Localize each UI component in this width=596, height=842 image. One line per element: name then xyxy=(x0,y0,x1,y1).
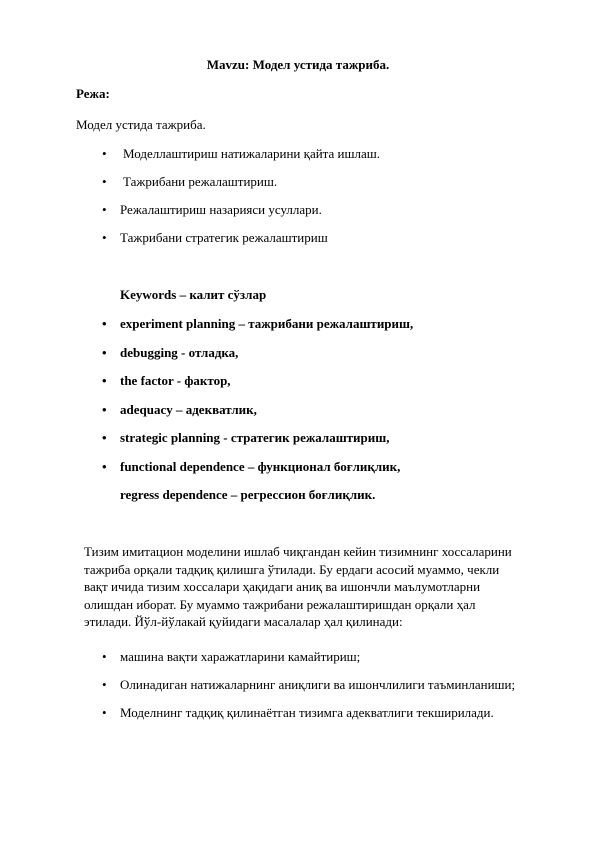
keyword-item: functional dependence – функционал боғлиқлик, xyxy=(120,459,401,474)
bullet-icon: • xyxy=(102,316,107,331)
keyword-item: the factor - фактор, xyxy=(120,373,231,388)
keyword-item: adequacy – адекватлик, xyxy=(120,402,257,417)
bullet-icon: • xyxy=(102,705,107,720)
bullet-icon: • xyxy=(102,230,107,245)
task-item: машина вақти харажатларини камайтириш; xyxy=(120,649,361,664)
task-item: Олинадиган натижаларнинг аниқлиги ва ишончлилиги таъминланиши; xyxy=(120,677,516,692)
bullet-icon: • xyxy=(102,402,107,417)
topic-line: Модел устида тажриба. xyxy=(76,117,206,132)
plan-item: Тажрибани стратегик режалаштириш xyxy=(120,230,328,245)
bullet-icon: • xyxy=(102,677,107,692)
keyword-item: experiment planning – тажрибани режалаштириш, xyxy=(120,316,414,331)
keyword-item: debugging - отладка, xyxy=(120,345,239,360)
bullet-icon: • xyxy=(102,146,107,161)
paragraph-line: тажриба орқали тадқиқ қилишга ўтилади. Бу ердаги асосий муаммо, чекли xyxy=(84,561,500,577)
keyword-item-last: regress dependence – регрессион боғлиқлик. xyxy=(120,487,376,502)
body-paragraph xyxy=(84,543,564,631)
task-item: Моделнинг тадқиқ қилинаётган тизимга адекватлиги текширилади. xyxy=(120,705,494,720)
plan-item: Тажрибани режалаштириш. xyxy=(123,174,278,189)
paragraph-line: этилади. Йўл-йўлакай қуйидаги масалалар ҳал қилинади: xyxy=(84,614,403,629)
bullet-icon: • xyxy=(102,649,107,664)
bullet-icon: • xyxy=(102,174,107,189)
paragraph-line: олишдан иборат. Бу муаммо тажрибани режалаштиришдан орқали ҳал xyxy=(84,596,476,612)
paragraph-line: вақт ичида тизим хоссалари ҳақидаги аниқ ва ишончли маълумотларни xyxy=(84,579,481,594)
keyword-item: strategic planning - стратегик режалаштириш, xyxy=(120,430,390,445)
bullet-icon: • xyxy=(102,202,107,217)
page-title: Mavzu: Модел устида тажриба. xyxy=(206,57,390,72)
bullet-icon: • xyxy=(102,345,107,360)
plan-item: Режалаштириш назарияси усуллари. xyxy=(120,202,322,217)
paragraph-line: Тизим имитацион моделини ишлаб чиқгандан кейин тизимнинг хоссаларини xyxy=(84,544,512,559)
plan-item: Моделлаштириш натижаларини қайта ишлаш. xyxy=(123,146,381,161)
plan-label: Режа: xyxy=(76,86,110,101)
bullet-icon: • xyxy=(102,430,107,445)
bullet-icon: • xyxy=(102,459,107,474)
bullet-icon: • xyxy=(102,373,107,388)
keywords-heading: Keywords – калит сўзлар xyxy=(120,287,267,302)
